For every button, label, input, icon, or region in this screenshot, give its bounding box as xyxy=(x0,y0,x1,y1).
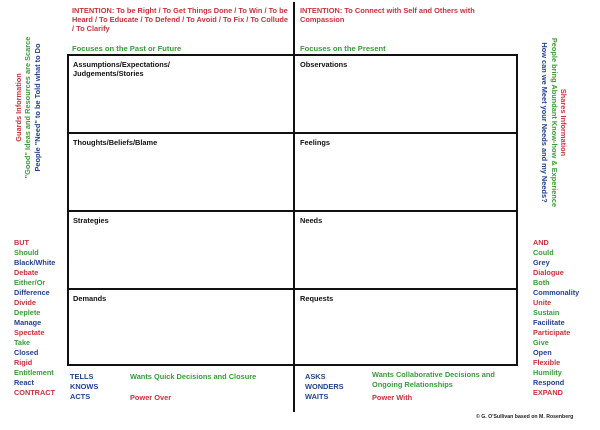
right-word-item: Could xyxy=(533,248,554,257)
left-word-item: Spectate xyxy=(14,328,45,337)
right-decisions: Wants Collaborative Decisions and Ongoing Relationships xyxy=(372,370,495,389)
left-verbs xyxy=(70,372,98,402)
left-vertical-text xyxy=(14,15,42,200)
right-word-item: Humility xyxy=(533,368,562,377)
left-word-item: Rigid xyxy=(14,358,33,367)
cell-observations: Observations xyxy=(300,60,348,69)
cell-strategies: Strategies xyxy=(73,216,109,225)
right-word-item: Open xyxy=(533,348,552,357)
right-vertical-text xyxy=(540,30,568,215)
needs-grid xyxy=(67,54,518,366)
left-focus-label: Focuses on the Past or Future xyxy=(72,44,182,53)
left-word-item: React xyxy=(14,378,34,387)
right-word-item: Dialogue xyxy=(533,268,564,277)
left-intention: INTENTION: To be Right / To Get Things Done / To Win / To be Heard / To Educate / To Defend / To Avoid / To Fix / To Collude / To Clarify xyxy=(72,6,288,33)
cell-demands: Demands xyxy=(73,294,107,303)
left-word-item: Difference xyxy=(14,288,50,297)
left-word-item: Manage xyxy=(14,318,42,327)
left-vertical-line-3: People "Need" to be Told what to Do xyxy=(32,43,42,172)
left-word-item: BUT xyxy=(14,238,29,247)
cell-requests: Requests xyxy=(300,294,334,303)
right-word-item: Give xyxy=(533,338,549,347)
right-word-item: Both xyxy=(533,278,550,287)
cell-assumptions: Assumptions/Expectations/ Judgements/Stories xyxy=(73,60,170,78)
right-word-list xyxy=(533,238,579,398)
right-verb-asks: ASKS xyxy=(305,372,326,381)
credit: © G. O'Sullivan based on M. Rosenberg xyxy=(476,414,574,420)
cell-feelings: Feelings xyxy=(300,138,330,147)
left-verb-acts: ACTS xyxy=(70,392,91,401)
right-vertical-line-3: How can we Meet your Needs and my Needs? xyxy=(540,42,550,203)
left-word-item: Take xyxy=(14,338,31,347)
right-word-item: Respond xyxy=(533,378,565,387)
right-word-item: Facilitate xyxy=(533,318,565,327)
right-word-item: Sustain xyxy=(533,308,560,317)
cell-needs: Needs xyxy=(300,216,323,225)
right-word-item: AND xyxy=(533,238,549,247)
left-word-item: Black/White xyxy=(14,258,56,267)
right-word-item: Commonality xyxy=(533,288,580,297)
left-word-list xyxy=(14,238,55,398)
right-word-item: Participate xyxy=(533,328,571,337)
left-word-item: Either/Or xyxy=(14,278,46,287)
grid-row-divider-2 xyxy=(69,210,516,212)
left-decisions: Wants Quick Decisions and Closure xyxy=(130,372,257,381)
left-vertical-line-2: "Good" Ideas and Resources are Scarce xyxy=(23,36,33,179)
right-intention: INTENTION: To Connect with Self and Others with Compassion xyxy=(300,6,475,24)
left-word-item: Debate xyxy=(14,268,39,277)
left-word-item: Closed xyxy=(14,348,39,357)
right-verbs xyxy=(305,372,344,402)
left-word-item: Should xyxy=(14,248,39,257)
right-vertical-line-2: People bring Abundant Know-how & Experience xyxy=(549,37,559,208)
left-word-item: Divide xyxy=(14,298,36,307)
left-word-item: Deplete xyxy=(14,308,41,317)
grid-row-divider-3 xyxy=(69,288,516,290)
right-verb-waits: WAITS xyxy=(305,392,329,401)
right-verb-wonders: WONDERS xyxy=(305,382,344,391)
right-focus-label: Focuses on the Present xyxy=(300,44,386,53)
right-word-item: Unite xyxy=(533,298,552,307)
right-power: Power With xyxy=(372,393,413,402)
right-word-item: Flexible xyxy=(533,358,561,367)
cell-thoughts: Thoughts/Beliefs/Blame xyxy=(73,138,158,147)
right-word-item: EXPAND xyxy=(533,388,563,397)
left-word-item: CONTRACT xyxy=(14,388,55,397)
left-vertical-line-1: Guards Information xyxy=(14,73,23,142)
left-power: Power Over xyxy=(130,393,172,402)
left-verb-tells: TELLS xyxy=(70,372,94,381)
right-word-item: Grey xyxy=(533,258,550,267)
right-vertical-line-1: Shares Information xyxy=(559,88,568,157)
left-word-item: Entitlement xyxy=(14,368,54,377)
left-verb-knows: KNOWS xyxy=(70,382,99,391)
grid-row-divider-1 xyxy=(69,132,516,134)
